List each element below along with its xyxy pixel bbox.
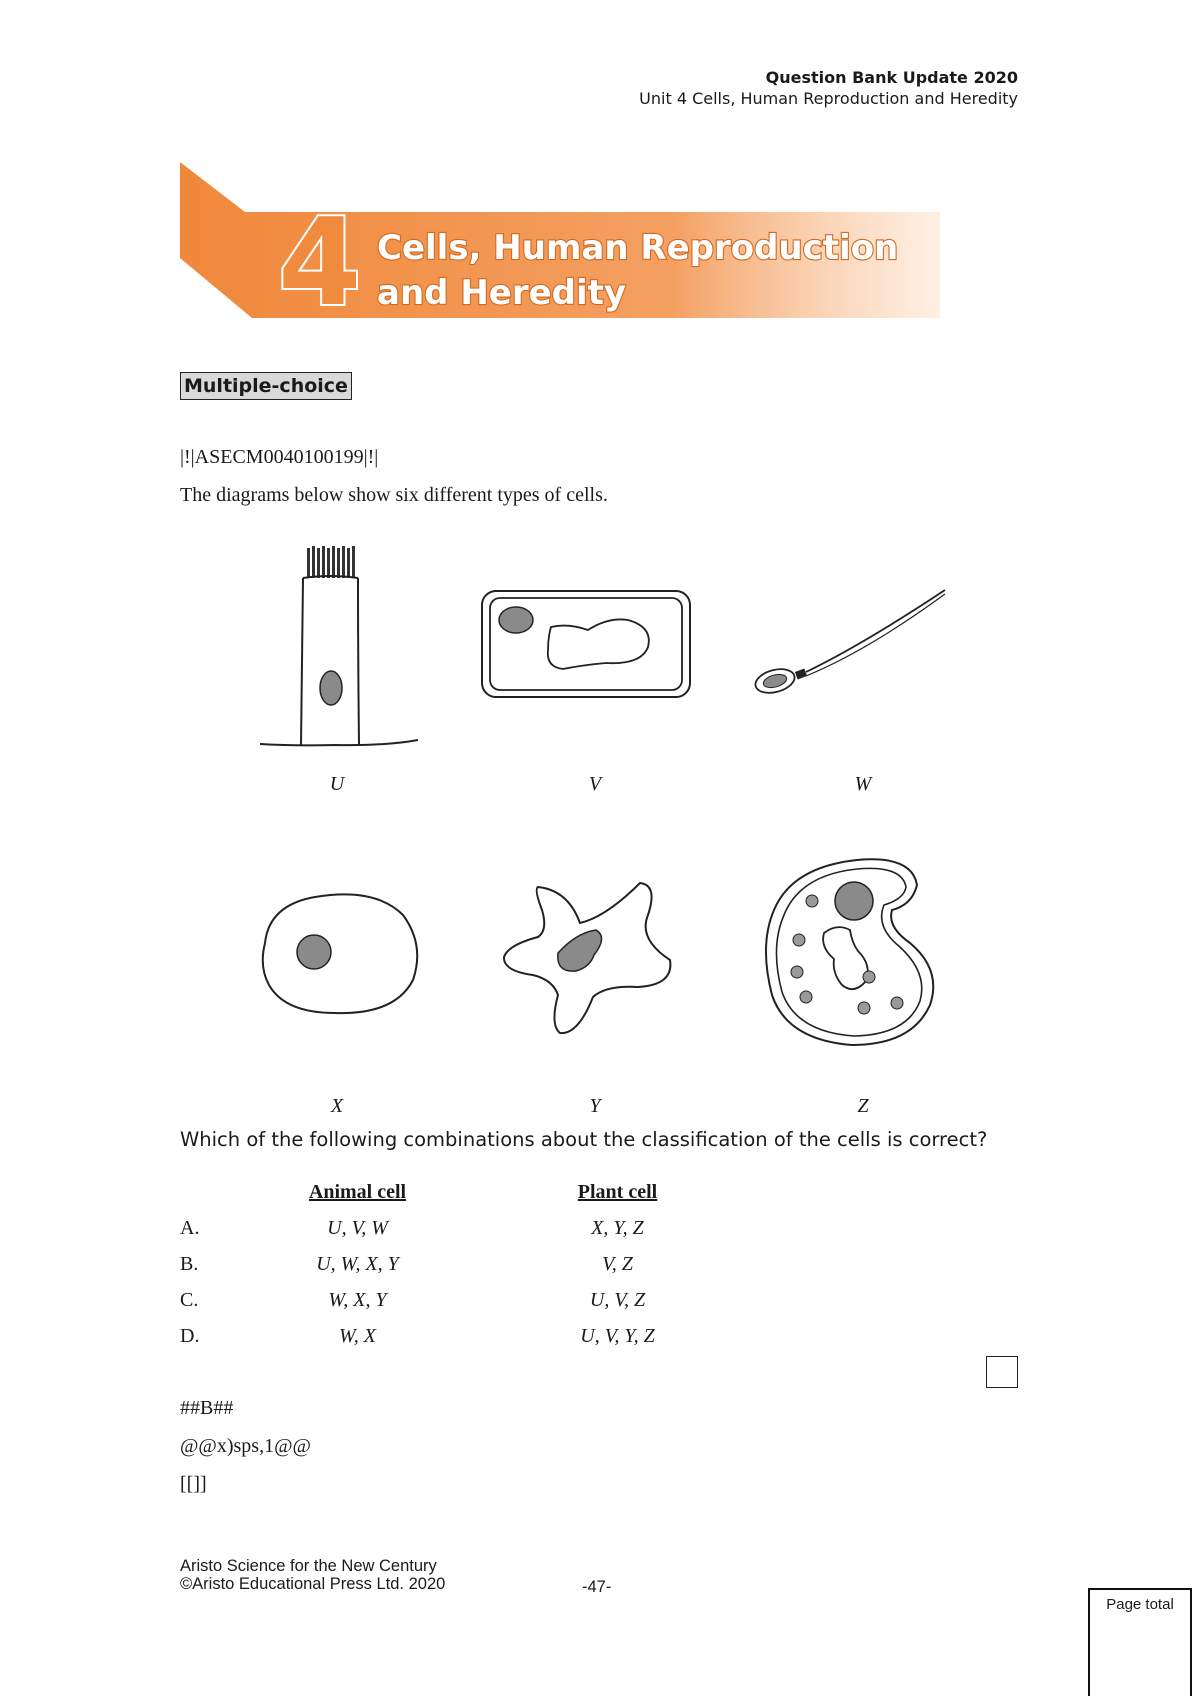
chapter-title-line2: and Heredity bbox=[377, 273, 627, 313]
option-c-letter[interactable]: C. bbox=[180, 1289, 199, 1311]
option-d-letter[interactable]: D. bbox=[180, 1325, 200, 1347]
label-z: Z bbox=[857, 1095, 869, 1117]
option-c-animal: W, X, Y bbox=[328, 1289, 387, 1311]
chapter-banner bbox=[180, 162, 940, 322]
column-header-animal: Animal cell bbox=[308, 1181, 407, 1203]
option-c-plant: U, V, Z bbox=[589, 1289, 646, 1311]
option-d-plant: U, V, Y, Z bbox=[580, 1325, 655, 1347]
question-meta-brackets: [[]] bbox=[180, 1473, 207, 1495]
label-v: V bbox=[588, 773, 602, 795]
cell-y-star-diagram bbox=[498, 875, 680, 1040]
option-a-letter[interactable]: A. bbox=[180, 1217, 200, 1239]
chapter-title-line1: Cells, Human Reproduction bbox=[377, 228, 899, 268]
cell-z-diagram bbox=[762, 855, 952, 1050]
footer-copyright: ©Aristo Educational Press Ltd. 2020 bbox=[180, 1575, 446, 1593]
question-intro: The diagrams below show six different types of cells. bbox=[180, 484, 608, 506]
header-title: Question Bank Update 2020 bbox=[765, 68, 1018, 87]
question-prompt: Which of the following combinations about the classification of the cells is correct? bbox=[180, 1128, 988, 1151]
page-total-label: Page total bbox=[1106, 1596, 1174, 1613]
label-y: Y bbox=[589, 1095, 601, 1117]
cell-u-ciliated-diagram bbox=[255, 540, 425, 755]
page-total-box bbox=[1088, 1588, 1192, 1696]
option-a-plant: X, Y, Z bbox=[591, 1217, 644, 1239]
column-header-plant: Plant cell bbox=[577, 1181, 658, 1203]
section-label: Multiple-choice bbox=[180, 372, 352, 400]
answer-box[interactable] bbox=[986, 1356, 1018, 1388]
option-b-animal: U, W, X, Y bbox=[316, 1253, 399, 1275]
cell-v-plant-diagram bbox=[478, 585, 696, 703]
chapter-number: 4 bbox=[278, 194, 362, 322]
label-w: W bbox=[854, 773, 872, 795]
question-code: |!|ASECM0040100199|!| bbox=[180, 446, 379, 468]
footer-publication: Aristo Science for the New Century bbox=[180, 1557, 437, 1575]
cell-x-animal-diagram bbox=[255, 885, 425, 1020]
page-number: -47- bbox=[582, 1578, 612, 1596]
option-d-animal: W, X bbox=[338, 1325, 377, 1347]
option-b-plant: V, Z bbox=[602, 1253, 633, 1275]
label-u: U bbox=[329, 773, 345, 795]
label-x: X bbox=[330, 1095, 344, 1117]
header-subtitle: Unit 4 Cells, Human Reproduction and Heredity bbox=[639, 89, 1018, 108]
question-meta: @@x)sps,1@@ bbox=[180, 1435, 311, 1457]
cell-w-sperm-diagram bbox=[752, 585, 952, 700]
option-a-animal: U, V, W bbox=[327, 1217, 388, 1239]
option-b-letter[interactable]: B. bbox=[180, 1253, 199, 1275]
answer-key: ##B## bbox=[180, 1397, 234, 1419]
